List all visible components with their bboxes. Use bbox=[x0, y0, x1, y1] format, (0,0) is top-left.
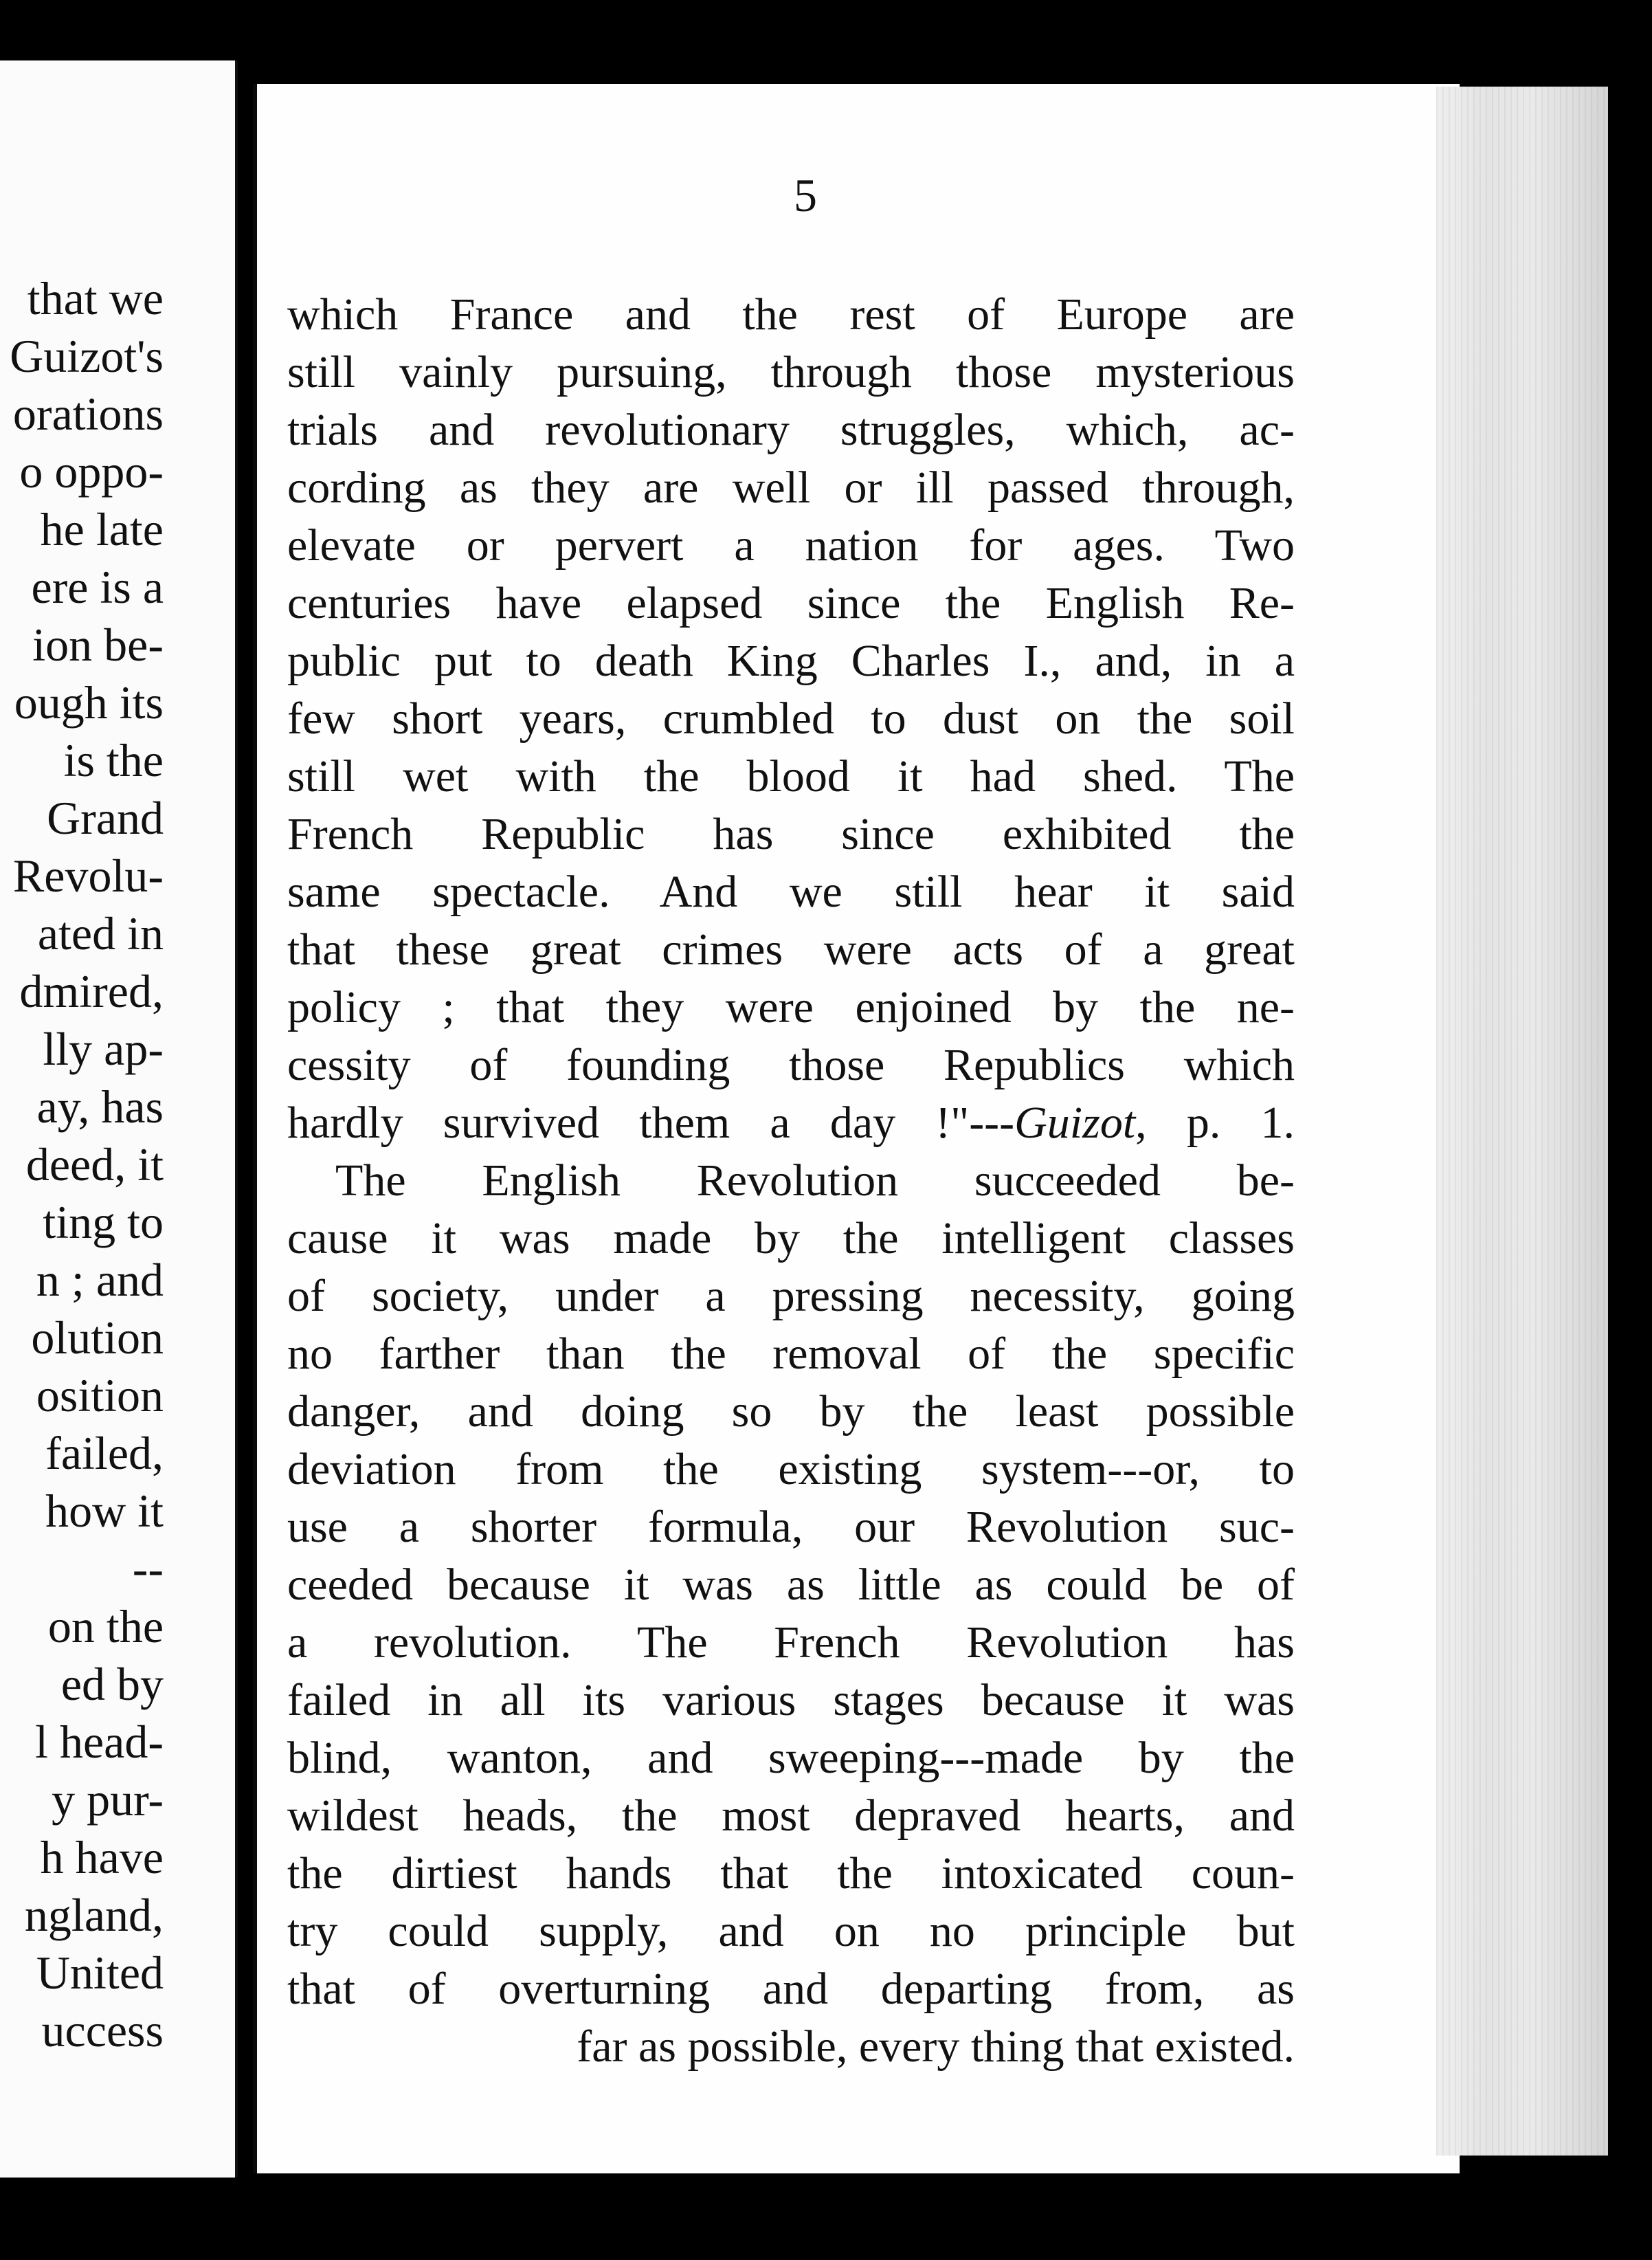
citation-line bbox=[287, 1094, 1295, 1152]
text-line: wildest heads, the most depraved hearts, and bbox=[287, 1791, 1295, 1841]
left-line: Guizot's bbox=[10, 330, 164, 382]
text-line: cessity of founding those Republics which bbox=[287, 1040, 1295, 1090]
left-line: how it bbox=[45, 1485, 164, 1537]
left-line: deed, it bbox=[25, 1138, 164, 1190]
left-line: ion be- bbox=[32, 619, 164, 671]
text-line: policy ; that they were enjoined by the ne- bbox=[287, 982, 1295, 1032]
left-line: Revolu- bbox=[12, 850, 164, 902]
left-line: United bbox=[36, 1947, 164, 1999]
text-line: a revolution. The French Revolution has bbox=[287, 1617, 1295, 1668]
citation-text: hardly survived them a day !"--- bbox=[287, 1098, 1015, 1148]
text-line: French Republic has since exhibited the bbox=[287, 809, 1295, 859]
left-line: -- bbox=[132, 1542, 164, 1595]
page-number: 5 bbox=[794, 169, 817, 221]
text-line: the dirtiest hands that the intoxicated coun- bbox=[287, 1848, 1295, 1898]
left-line: h have bbox=[40, 1831, 164, 1883]
left-line: ated in bbox=[37, 907, 164, 960]
left-line: ting to bbox=[43, 1196, 164, 1248]
text-line: centuries have elapsed since the English Re- bbox=[287, 578, 1295, 628]
left-line: lly ap- bbox=[43, 1023, 164, 1075]
citation-page: , p. 1. bbox=[1135, 1098, 1295, 1148]
text-line: that of overturning and departing from, as bbox=[287, 1964, 1295, 2014]
text-line: public put to death King Charles I., and, in a bbox=[287, 636, 1295, 686]
text-line: few short years, crumbled to dust on the soil bbox=[287, 694, 1295, 744]
text-line: cording as they are well or ill passed through, bbox=[287, 463, 1295, 513]
left-line: o oppo- bbox=[19, 445, 164, 498]
text-line: elevate or pervert a nation for ages. Two bbox=[287, 520, 1295, 570]
text-line: trials and revolutionary struggles, which, ac- bbox=[287, 405, 1295, 455]
left-line: ngland, bbox=[24, 1889, 164, 1941]
left-line: Grand bbox=[47, 792, 164, 844]
page-edge-stack bbox=[1436, 87, 1608, 2156]
text-line: The English Revolution succeeded be- bbox=[335, 1155, 1295, 1206]
citation-author: Guizot bbox=[1014, 1098, 1136, 1148]
left-line: osition bbox=[36, 1369, 164, 1421]
left-line: ed by bbox=[60, 1658, 164, 1710]
left-line: n ; and bbox=[36, 1254, 164, 1306]
left-line: that we bbox=[27, 272, 164, 324]
text-line: deviation from the existing system---or, to bbox=[287, 1444, 1295, 1494]
left-line: ere is a bbox=[31, 561, 164, 613]
text-line: which France and the rest of Europe are bbox=[287, 289, 1295, 340]
left-page-fragment bbox=[0, 60, 238, 2178]
body-text bbox=[287, 286, 1295, 2076]
text-line: still vainly pursuing, through those mysterious bbox=[287, 347, 1295, 397]
text-line: no farther than the removal of the specific bbox=[287, 1329, 1295, 1379]
text-line: cause it was made by the intelligent classes bbox=[287, 1213, 1295, 1263]
text-line: ceeded because it was as little as could be of bbox=[287, 1560, 1295, 1610]
left-line: on the bbox=[47, 1600, 164, 1652]
text-line: try could supply, and on no principle but bbox=[287, 1906, 1295, 1956]
text-line: that these great crimes were acts of a great bbox=[287, 924, 1295, 975]
text-line: still wet with the blood it had shed. The bbox=[287, 751, 1295, 801]
left-line: y pur- bbox=[52, 1773, 164, 1826]
text-line: same spectacle. And we still hear it said bbox=[287, 867, 1295, 917]
left-line: failed, bbox=[45, 1427, 164, 1479]
text-line: use a shorter formula, our Revolution suc- bbox=[287, 1502, 1295, 1552]
left-line: olution bbox=[31, 1311, 164, 1364]
left-line: uccess bbox=[41, 2004, 164, 2057]
left-line: dmired, bbox=[19, 965, 164, 1017]
text-line: failed in all its various stages because it was bbox=[287, 1675, 1295, 1725]
text-line: far as possible, every thing that existed. bbox=[577, 2021, 1295, 2072]
text-line: danger, and doing so by the least possible bbox=[287, 1386, 1295, 1437]
left-line: he late bbox=[40, 503, 164, 555]
left-line: l head- bbox=[35, 1716, 164, 1768]
book-gutter bbox=[238, 55, 253, 2193]
text-line: of society, under a pressing necessity, going bbox=[287, 1271, 1295, 1321]
left-line: ay, has bbox=[36, 1081, 164, 1133]
text-line: blind, wanton, and sweeping---made by the bbox=[287, 1733, 1295, 1783]
left-line: orations bbox=[12, 388, 164, 440]
left-line: ough its bbox=[14, 676, 164, 729]
left-line: is the bbox=[63, 734, 164, 786]
